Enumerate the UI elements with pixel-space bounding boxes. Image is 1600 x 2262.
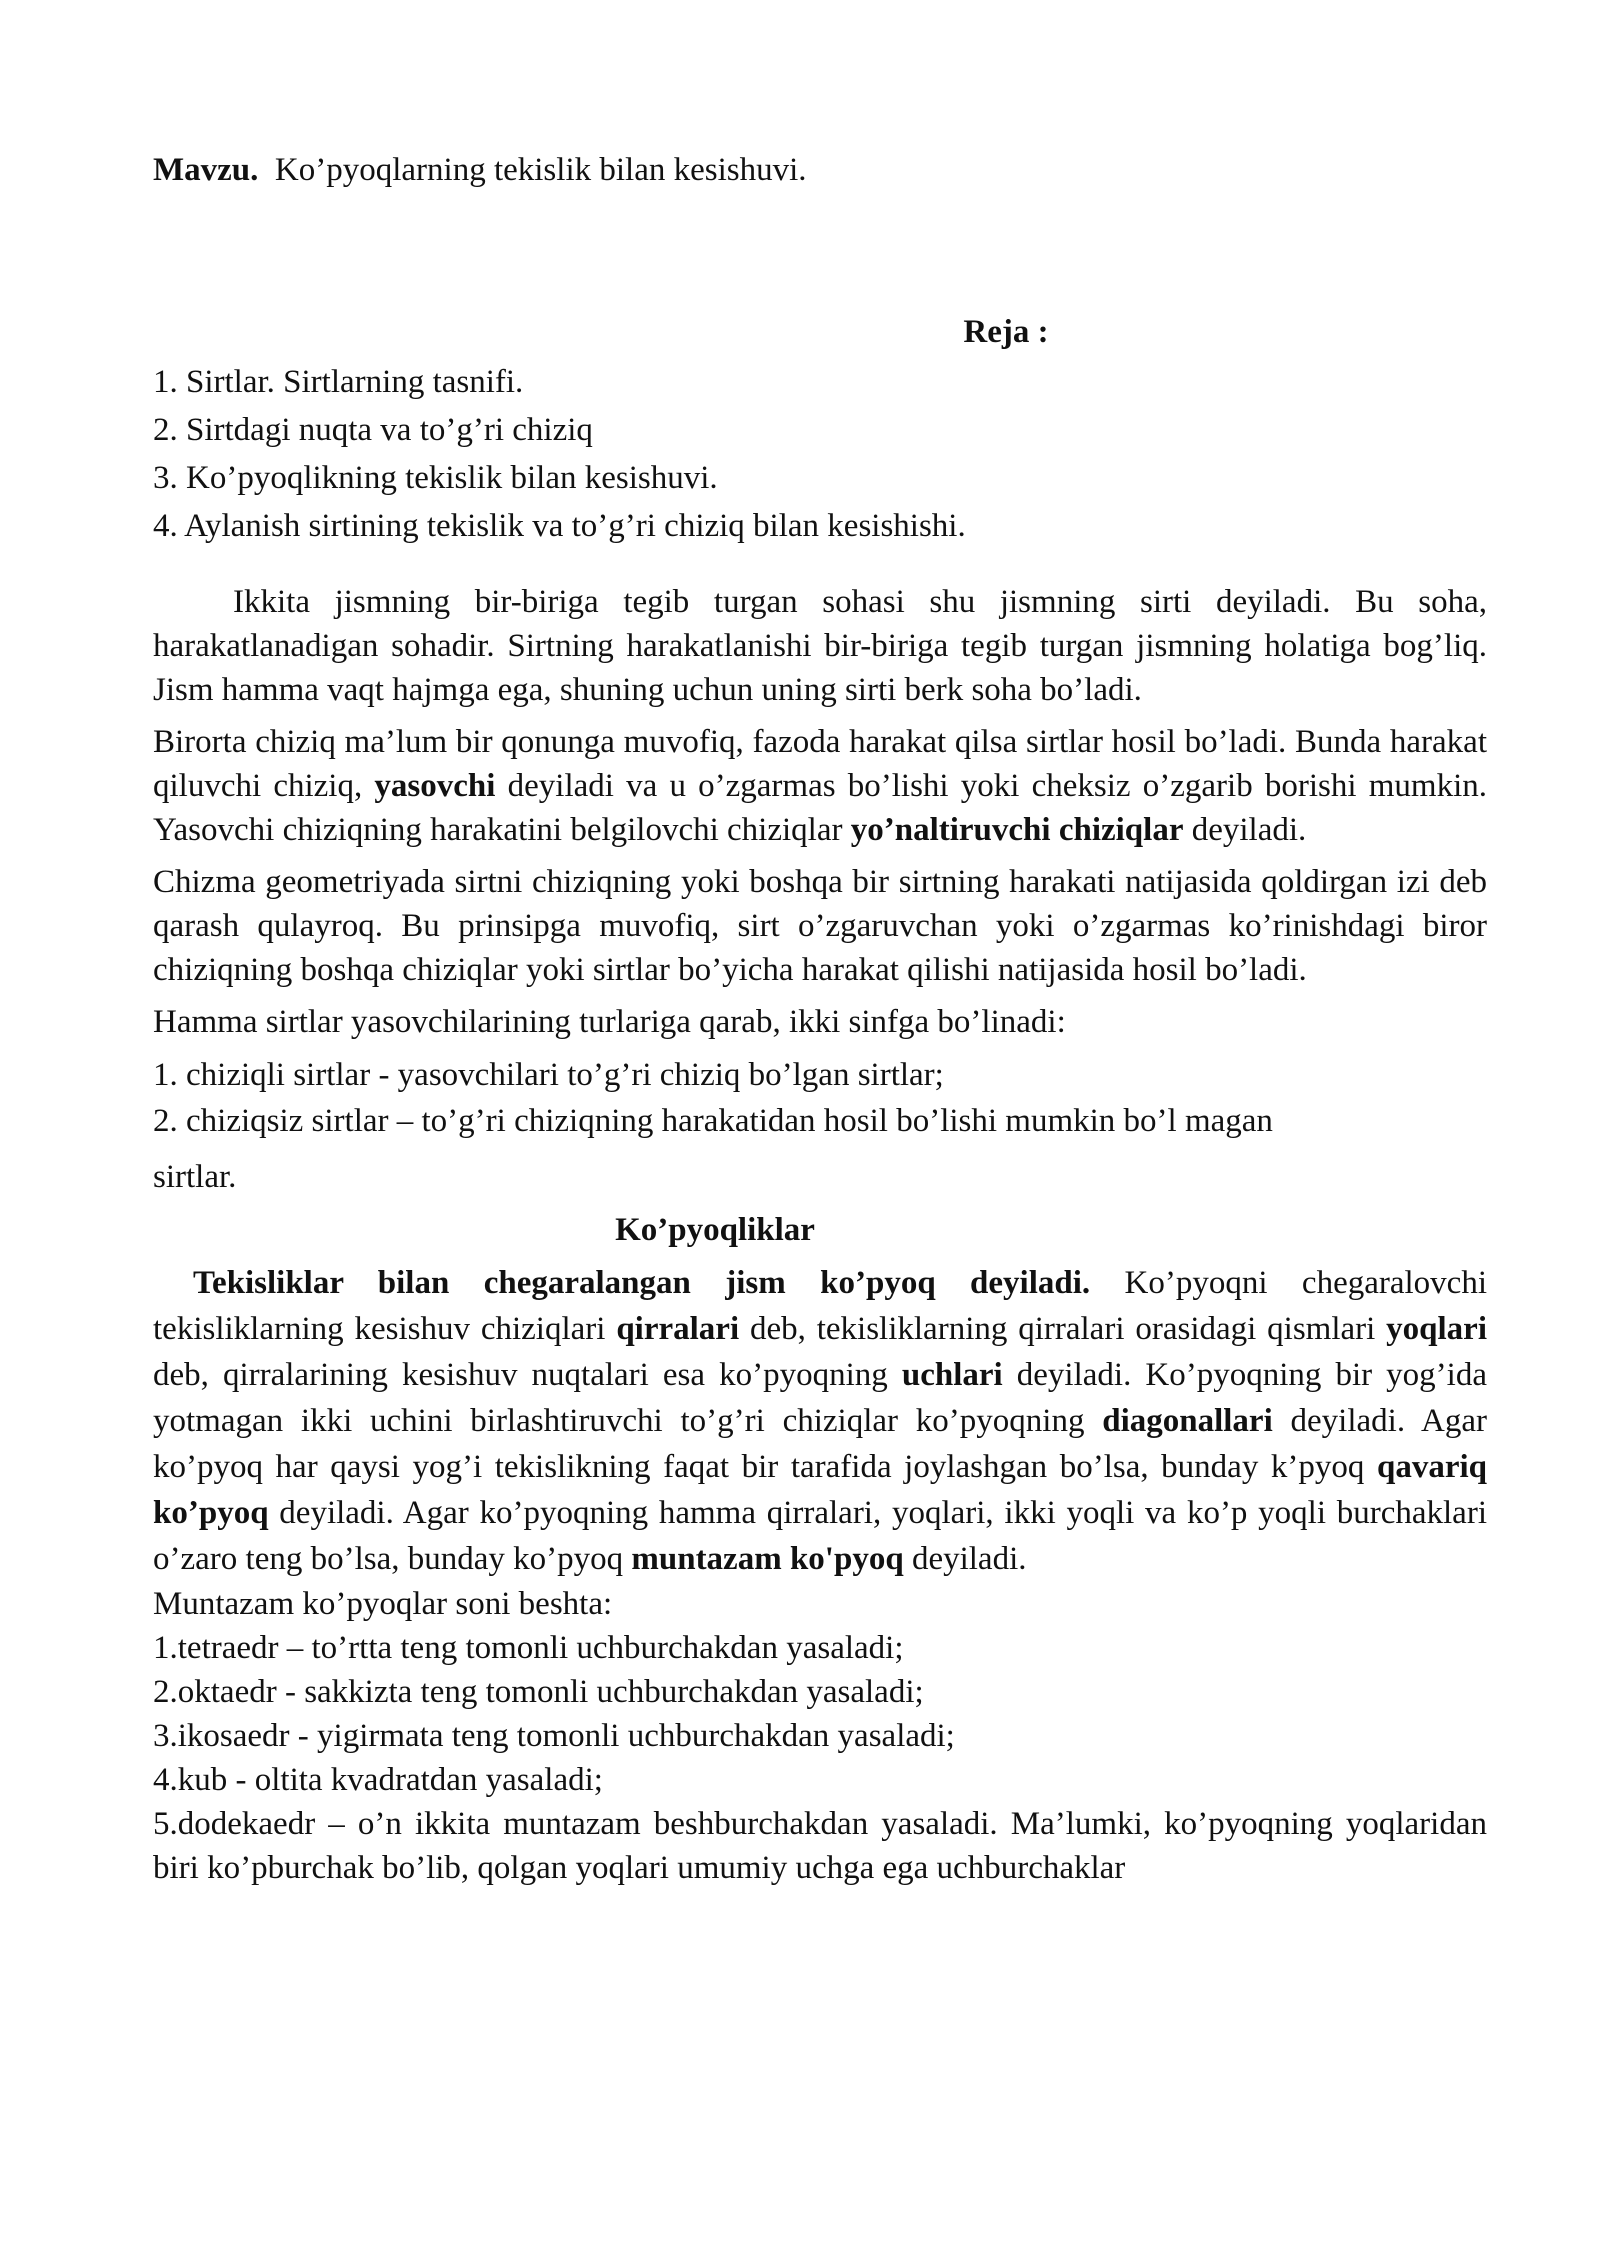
list-item: 2. chiziqsiz sirtlar – to’g’ri chiziqning harakatidan hosil bo’lishi mumkin bo’l magan xyxy=(153,1103,1273,1139)
term-directrix: yoʼnaltiruvchi chiziqlar xyxy=(850,812,1184,848)
text-span: deyiladi. Agar ko’pyoq har qaysi yog’i tekislikning faqat bir tarafida joylashgan bo’lsa, bunday k’pyoq xyxy=(153,1403,1487,1485)
term-polyhedron: Tekisliklar bilan chegaralangan jism ko’pyoq deyiladi. xyxy=(193,1265,1091,1301)
title-text: Ko’pyoqlarning tekislik bilan kesishuvi. xyxy=(274,152,807,188)
term-faces: yoqlari xyxy=(1386,1311,1487,1347)
classes-intro: Hamma sirtlar yasovchilarining turlariga qarab, ikki sinfga bo’linadi: xyxy=(153,1004,1066,1040)
section-heading: Ko’pyoqliklar xyxy=(615,1212,815,1248)
paragraph-surface-definition: Ikkita jismning bir-biriga tegib turgan sohasi shu jismning sirti deyiladi. Bu soha, harakatlanadigan sohadir. Sirtning harakatlanishi bir-biriga tegib turgan jismning holatiga bog’liq. Jism hamma vaqt hajmga ega, shuning uchun uning sirti berk soha bo’ladi. xyxy=(153,584,1487,708)
paragraph-polyhedron xyxy=(153,1260,1487,1582)
text-span: deyiladi. Agar ko’pyoqning hamma qirralari, yoqlari, ikki yoqli va ko’p yoqli burchaklari o’zaro teng bo’lsa, bunday ko’pyoq xyxy=(153,1495,1487,1577)
document-title xyxy=(153,148,1487,192)
list-item: 2.oktaedr - sakkizta teng tomonli uchburchakdan yasaladi; xyxy=(153,1674,924,1710)
text-span: deyiladi. xyxy=(1191,812,1307,848)
list-item: 1. chiziqli sirtlar - yasovchilari to’g’ri chiziq bo’lgan sirtlar; xyxy=(153,1057,944,1093)
plan-item: 1. Sirtlar. Sirtlarning tasnifi. xyxy=(153,364,524,400)
paragraph-generatrix xyxy=(153,720,1487,852)
plan-heading: Reja : xyxy=(963,314,1049,350)
list-item: 1.tetraedr – to’rtta teng tomonli uchburchakdan yasaladi; xyxy=(153,1630,904,1666)
document-page xyxy=(153,148,1487,1890)
text-span: Ko’pyoqni chegaralovchi tekisliklarning kesishuv chiziqlari xyxy=(153,1265,1487,1347)
list-item: 5.dodekaedr – o’n ikkita muntazam beshburchakdan yasaladi. Ma’lumki, ko’pyoqning yoqlaridan biri ko’pburchak bo’lib, qolgan yoqlari umumiy uchga ega uchburchaklar xyxy=(153,1806,1487,1886)
text-span: deyiladi. Ko’pyoqning bir yog’ida yotmagan ikki uchini birlashtiruvchi to’g’ri chiziqlar ko’pyoqning xyxy=(153,1357,1487,1439)
title-label: Mavzu. xyxy=(153,152,259,188)
plan-item: 3. Ko’pyoqlikning tekislik bilan kesishuvi. xyxy=(153,460,718,496)
classes-list xyxy=(153,1052,1487,1204)
term-vertices: uchlari xyxy=(901,1357,1003,1393)
paragraph-descriptive-geometry: Chizma geometriyada sirtni chiziqning yoki boshqa bir sirtning harakati natijasida qoldirgan izi deb qarash qulayroq. Bu prinsipga muvofiq, sirt o’zgaruvchan yoki o’zgarmas ko’rinishdagi biror chiziqning boshqa chiziqlar yoki sirtlar bo’yicha harakat qilishi natijasida hosil bo’ladi. xyxy=(153,864,1487,988)
list-item: 4.kub - oltita kvadratdan yasaladi; xyxy=(153,1762,603,1798)
text-span: deyiladi va u o’zgarmas bo’lishi yoki cheksiz o’zgarib borishi mumkin. Yasovchi chiziqning harakatini belgilovchi chiziqlar xyxy=(153,768,1487,848)
plan-item: 4. Aylanish sirtining tekislik va to’g’ri chiziq bilan kesishishi. xyxy=(153,508,966,544)
list-item-continuation: sirtlar. xyxy=(153,1159,237,1195)
regular-intro: Muntazam ko’pyoqlar soni beshta: xyxy=(153,1586,613,1622)
text-span: deb, qirralarining kesishuv nuqtalari esa ko’pyoqning xyxy=(153,1357,902,1393)
regular-polyhedra-list xyxy=(153,1582,1487,1890)
term-edges: qirralari xyxy=(616,1311,740,1347)
term-regular: muntazam ko'pyoq xyxy=(631,1541,904,1577)
text-span: Birorta chiziq ma’lum bir qonunga muvofiq, fazoda harakat qilsa sirtlar hosil bo’ladi. Bunda harakat qiluvchi chiziq, xyxy=(153,724,1487,804)
term-yasovchi: yasovchi xyxy=(374,768,496,804)
list-item: 3.ikosaedr - yigirmata teng tomonli uchburchakdan yasaladi; xyxy=(153,1718,955,1754)
plan-list xyxy=(153,358,1487,550)
term-diagonals: diagonallari xyxy=(1102,1403,1273,1439)
text-span: deyiladi. xyxy=(903,1541,1027,1577)
text-span: deb, tekisliklarning qirralari orasidagi qismlari xyxy=(739,1311,1387,1347)
plan-item: 2. Sirtdagi nuqta va to’g’ri chiziq xyxy=(153,412,593,448)
term-convex: qavariq koʼpyoq xyxy=(153,1449,1487,1531)
